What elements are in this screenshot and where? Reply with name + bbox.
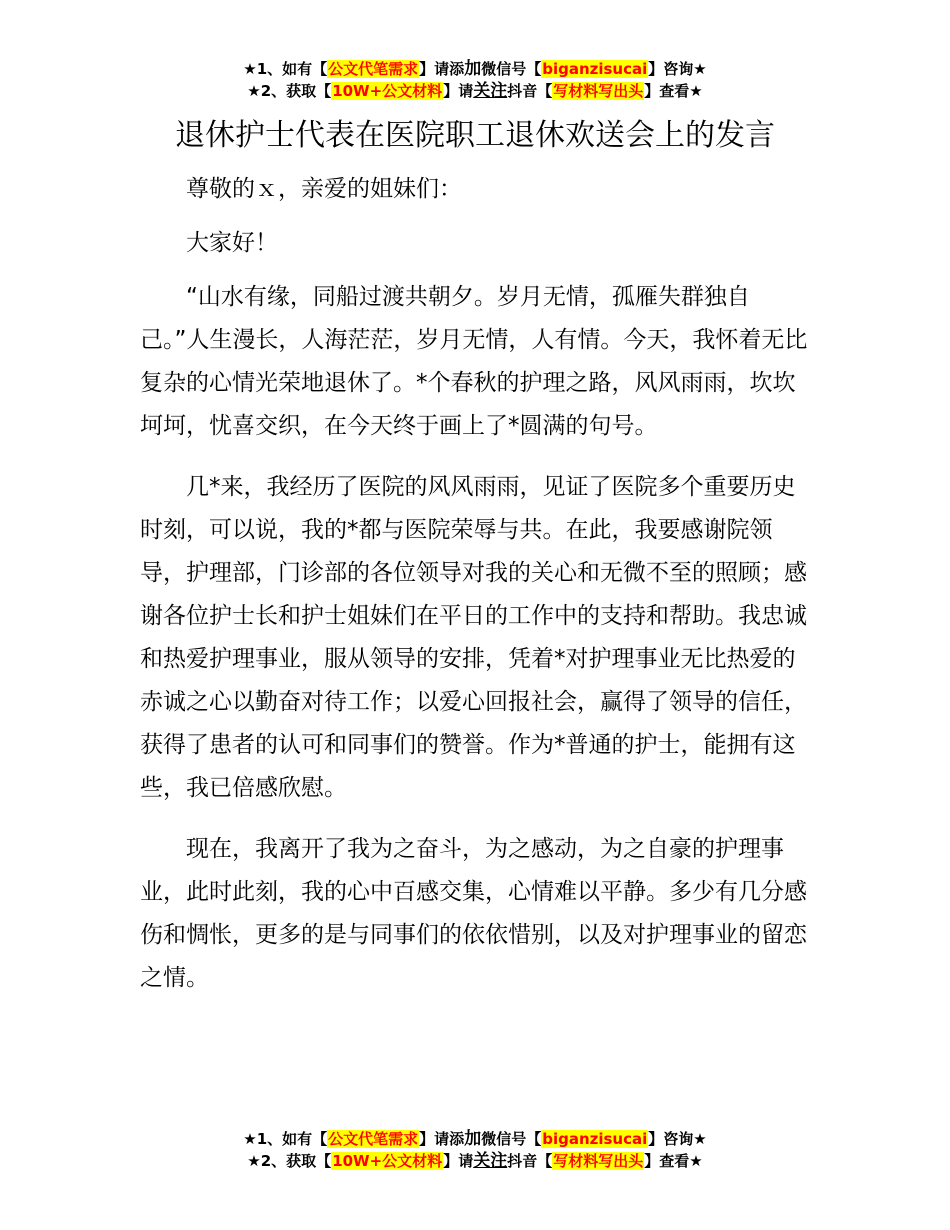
banner-text: 】查看★ [644,82,703,100]
banner-line-1 [0,1128,950,1150]
banner-highlight: 公文代笔需求 [328,60,419,78]
banner-text: ★1、如有【 [243,1130,328,1148]
banner-emphasis: 加 [464,59,482,79]
body-paragraph: “山水有缘，同船过渡共朝夕。岁月无情，孤雁失群独自己。”人生漫长，人海茫茫，岁月无情，人有情。今天，我怀着无比复杂的心情光荣地退休了。*个春秋的护理之路，风风雨雨，坎坎坷坷，忧喜交织，在今天终于画上了*圆满的句号。 [140,284,808,439]
document-body [140,168,812,1000]
banner-emphasis: 关注 [473,81,508,101]
banner-highlight: 写材料写出头 [553,82,644,100]
banner-text: 微信号【 [481,60,542,78]
banner-text: 抖音【 [507,82,553,100]
banner-highlight: biganzisucai [542,60,648,78]
banner-line-2 [0,80,950,102]
banner-emphasis: 加 [464,1129,482,1149]
banner-highlight: 10W+公文材料 [332,1152,443,1170]
body-paragraph: 现在，我离开了我为之奋斗，为之感动，为之自豪的护理事业，此时此刻，我的心中百感交集，心情难以平静。多少有几分感伤和惆怅，更多的是与同事们的依依惜别，以及对护理事业的留恋之情。 [140,836,807,991]
banner-text: 】咨询★ [648,1130,707,1148]
banner-text: ★2、获取【 [247,1152,332,1170]
banner-text: 】查看★ [644,1152,703,1170]
banner-highlight: 写材料写出头 [553,1152,644,1170]
banner-highlight: 10W+公文材料 [332,82,443,100]
banner-text: 】请 [443,1152,474,1170]
footer-banner [0,1128,950,1172]
banner-text: 抖音【 [507,1152,553,1170]
banner-text: 】咨询★ [648,60,707,78]
banner-text: 】请添 [419,1130,465,1148]
body-paragraph: 几*来，我经历了医院的风风雨雨，见证了医院多个重要历史时刻，可以说，我的*都与医院荣辱与共。在此，我要感谢院领导，护理部，门诊部的各位领导对我的关心和无微不至的照顾；感谢各位护士长和护士姐妹们在平日的工作中的支持和帮助。我忠诚和热爱护理事业，服从领导的安排，凭着*对护理事业无比热爱的赤诚之心以勤奋对待工作；以爱心回报社会，赢得了领导的信任，获得了患者的认可和同事们的赞誉。作为*普通的护士，能拥有这些，我已倍感欣慰。 [140,474,807,801]
header-banner [0,58,950,102]
banner-emphasis: 关注 [473,1151,508,1171]
banner-text: ★1、如有【 [243,60,328,78]
banner-highlight: 公文代笔需求 [328,1130,419,1148]
banner-text: 】请 [443,82,474,100]
banner-text: 】请添 [419,60,465,78]
banner-line-2 [0,1150,950,1172]
banner-text: 微信号【 [481,1130,542,1148]
document-title: 退休护士代表在医院职工退休欢送会上的发言 [175,118,775,153]
banner-line-1 [0,58,950,80]
salutation: 尊敬的ｘ，亲爱的姐妹们： [186,176,462,202]
banner-text: ★2、获取【 [247,82,332,100]
greeting: 大家好！ [186,230,278,256]
banner-highlight: biganzisucai [542,1130,648,1148]
